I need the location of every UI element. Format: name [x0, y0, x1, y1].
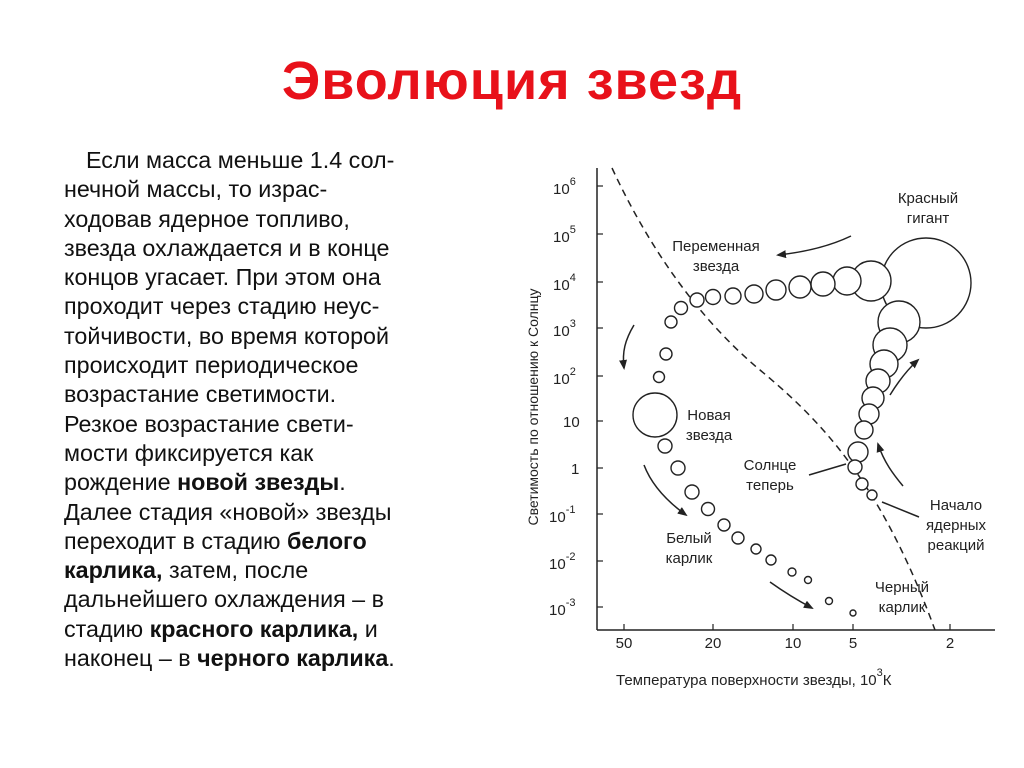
label-variable-star: Переменная звезда: [672, 238, 760, 275]
star-nova: [633, 393, 677, 437]
star-track: [855, 421, 873, 439]
text-run: и: [358, 615, 378, 642]
text-run: .: [388, 645, 395, 672]
text-line: звезда охлаждается и в конце: [64, 234, 390, 261]
star-track: [789, 276, 811, 298]
term-dwarf: карлика,: [64, 557, 163, 584]
x-tick-label: 20: [704, 635, 722, 652]
star-track: [690, 293, 704, 307]
text-run: рождение: [64, 469, 178, 496]
x-tick-label: 2: [945, 635, 955, 652]
label-black-dwarf: Черный карлик: [874, 579, 930, 616]
text-line: Далее стадия «новой» звезды: [64, 498, 392, 525]
star-track: [766, 555, 776, 565]
y-tick-label: $10^4$: [553, 272, 576, 294]
text-line: проходит через стадию неус-: [64, 293, 380, 320]
term-nova: новой звезды: [177, 469, 340, 496]
text-line: происходит периодическое: [64, 352, 359, 379]
label-nuclear-start: Начало ядерных реакций: [925, 497, 987, 554]
text-line: нечной массы, то израс-: [64, 176, 328, 203]
arrow-to-variable: [778, 236, 851, 255]
label-sun-now: Солнце теперь: [743, 457, 797, 494]
text-line: тойчивости, во время которой: [64, 322, 390, 349]
x-axis-title: Температура поверхности звезды, $10^3К$: [616, 667, 892, 689]
star-track: [805, 577, 812, 584]
y-tick-label: $10^{-2}$: [549, 551, 576, 573]
star-track: [788, 568, 796, 576]
text-line: Если масса меньше 1.4 сол-: [86, 147, 395, 173]
arrow-nuclear-start: [878, 444, 903, 486]
star-track: [675, 302, 688, 315]
y-tick-label: $10^5$: [553, 224, 576, 246]
star-track: [702, 503, 715, 516]
star-track: [706, 290, 721, 305]
pointer-nuclear: [882, 502, 919, 517]
star-track: [658, 439, 672, 453]
star-track: [867, 490, 877, 500]
star-track: [685, 485, 699, 499]
y-tick-label: $10^3$: [553, 318, 576, 340]
y-tick-label: $10^6$: [553, 176, 576, 198]
star-track: [826, 598, 833, 605]
y-tick-label: 1: [571, 461, 580, 478]
text-run: стадию: [64, 615, 150, 642]
arrow-to-black-dwarf: [770, 582, 812, 608]
star-track: [732, 532, 744, 544]
star-track: [856, 478, 868, 490]
text-line: возрастание светимости.: [64, 381, 337, 408]
text-line: Резкое возрастание свети-: [64, 410, 354, 437]
x-tick-label: 50: [615, 635, 633, 652]
text-line: мости фиксируется как: [64, 439, 314, 466]
star-track: [654, 372, 665, 383]
arrow-down-left: [623, 325, 634, 368]
star-black-dwarf: [850, 610, 856, 616]
y-tick-label: $10^{-3}$: [549, 597, 576, 619]
pointer-sun: [809, 464, 846, 475]
text-line: концов угасает. При этом она: [64, 264, 381, 291]
text-run: затем, после: [162, 557, 309, 584]
page-title: Эволюция звезд: [281, 51, 743, 111]
star-track: [671, 461, 685, 475]
label-white-dwarf: Белый карлик: [665, 530, 713, 567]
term-black-dwarf: черного карлика: [197, 645, 389, 672]
star-sun: [848, 442, 868, 462]
label-nova: Новая звезда: [685, 407, 733, 444]
y-tick-label: $10^2$: [553, 366, 576, 388]
text-line: дальнейшего охлаждения – в: [64, 586, 384, 613]
y-tick-label: 10: [563, 414, 580, 431]
term-red-dwarf: красного карлика,: [149, 615, 359, 642]
text-run: наконец – в: [64, 645, 198, 672]
star-track: [848, 460, 862, 474]
text-run: .: [339, 469, 346, 496]
star-track: [660, 348, 672, 360]
text-run: переходит в стадию: [64, 527, 287, 554]
x-tick-label: 10: [784, 635, 802, 652]
star-track: [665, 316, 677, 328]
y-tick-label: $10^{-1}$: [549, 504, 576, 526]
star-track: [766, 280, 786, 300]
y-axis-title: Светимость по отношению к Солнцу: [525, 288, 541, 526]
label-red-giant: Красный гигант: [897, 190, 959, 227]
star-track: [751, 544, 761, 554]
star-track: [833, 267, 861, 295]
x-tick-label: 5: [848, 635, 858, 652]
star-track: [718, 519, 730, 531]
star-track: [811, 272, 835, 296]
term-white: белого: [286, 527, 367, 554]
star-track: [745, 285, 763, 303]
star-track: [725, 288, 741, 304]
text-line: ходовав ядерное топливо,: [64, 205, 350, 232]
